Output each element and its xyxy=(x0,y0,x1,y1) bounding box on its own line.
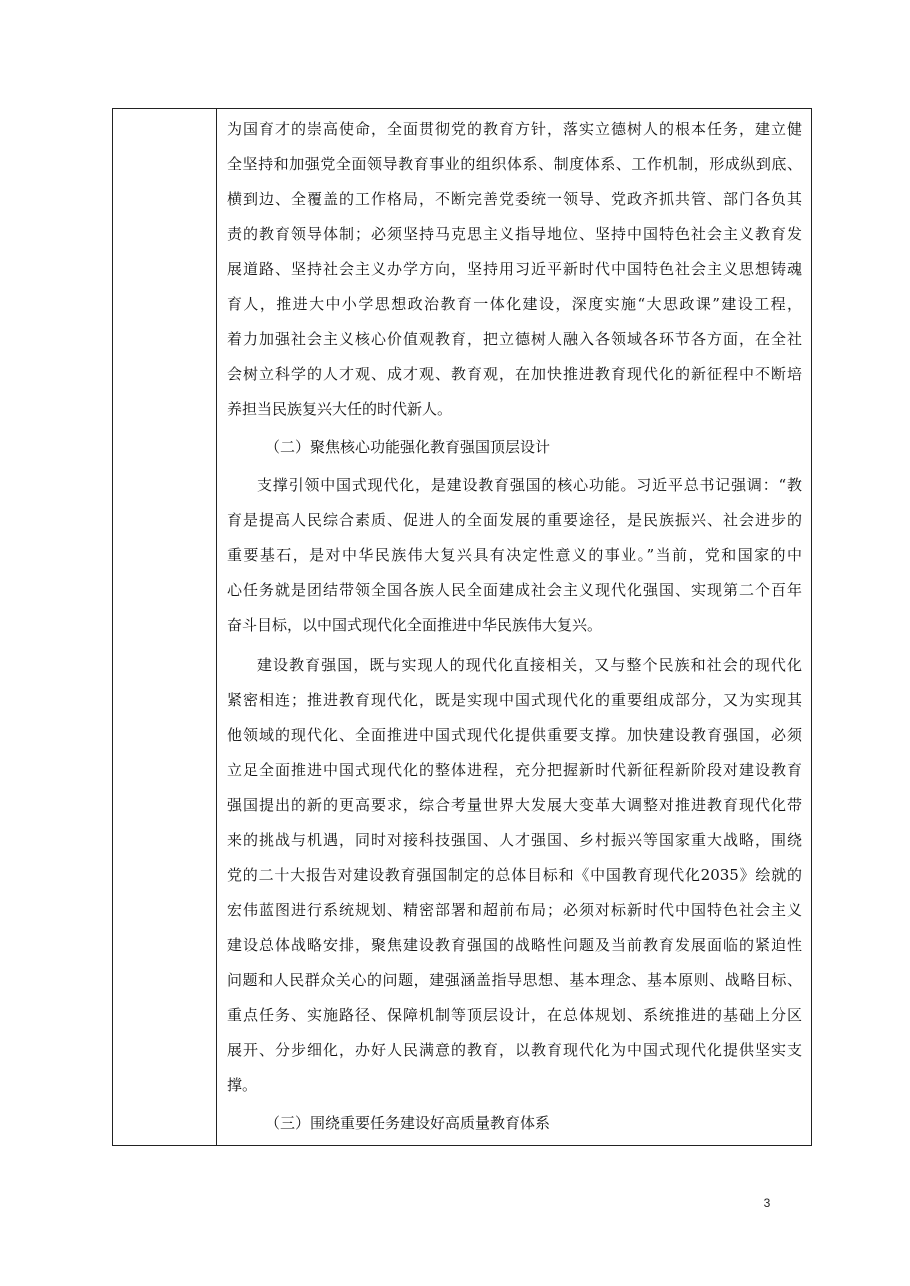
paragraph-4-line-11: 重点任务、实施路径、保障机制等顶层设计，在总体规划、系统推进的基础上分区 xyxy=(227,1006,802,1024)
paragraph-4-line-10: 问题和人民群众关心的问题，建强涵盖指导思想、基本理念、基本原则、战略目标、 xyxy=(227,971,802,989)
paragraph-1-line-5: 展道路、坚持社会主义办学方向，坚持用习近平新时代中国特色社会主义思想铸魂 xyxy=(227,260,802,278)
table-content-cell xyxy=(217,109,811,1145)
paragraph-1-line-4: 责的教育领导体制；必须坚持马克思主义指导地位、坚持中国特色社会主义教育发 xyxy=(227,225,802,243)
paragraph-4-line-3: 他领域的现代化、全面推进中国式现代化提供重要支撑。加快建设教育强国，必须 xyxy=(227,726,802,744)
paragraph-4-line-6: 来的挑战与机遇，同时对接科技强国、人才强国、乡村振兴等国家重大战略，围绕 xyxy=(227,831,802,849)
paragraph-1-line-9: 养担当民族复兴大任的时代新人。 xyxy=(227,400,453,418)
paragraph-1-line-2: 全坚持和加强党全面领导教育事业的组织体系、制度体系、工作机制，形成纵到底、 xyxy=(227,155,802,173)
paragraph-4-line-13: 撑。 xyxy=(227,1076,258,1094)
paragraph-4-line-7: 党的二十大报告对建设教育强国制定的总体目标和《中国教育现代化2035》绘就的 xyxy=(227,866,802,884)
page-number: 3 xyxy=(763,1196,771,1210)
section-heading-2: （二）聚焦核心功能强化教育强国顶层设计 xyxy=(265,438,551,456)
paragraph-4-line-2: 紧密相连；推进教育现代化，既是实现中国式现代化的重要组成部分，又为实现其 xyxy=(227,691,802,709)
document-table xyxy=(112,108,812,1146)
paragraph-3-line-2: 育是提高人民综合素质、促进人的全面发展的重要途径，是民族振兴、社会进步的 xyxy=(227,511,802,529)
paragraph-4-line-8: 宏伟蓝图进行系统规划、精密部署和超前布局；必须对标新时代中国特色社会主义 xyxy=(227,901,802,919)
paragraph-1-line-8: 会树立科学的人才观、成才观、教育观，在加快推进教育现代化的新征程中不断培 xyxy=(227,365,802,383)
paragraph-4-line-12: 展开、分步细化，办好人民满意的教育，以教育现代化为中国式现代化提供坚实支 xyxy=(227,1041,802,1059)
section-heading-3: （三）围绕重要任务建设好高质量教育体系 xyxy=(265,1114,551,1132)
paragraph-3-line-3: 重要基石，是对中华民族伟大复兴具有决定性意义的事业。”当前，党和国家的中 xyxy=(227,546,802,564)
paragraph-1-line-1: 为国育才的崇高使命，全面贯彻党的教育方针，落实立德树人的根本任务，建立健 xyxy=(227,120,802,138)
paragraph-1-line-3: 横到边、全覆盖的工作格局，不断完善党委统一领导、党政齐抓共管、部门各负其 xyxy=(227,190,802,208)
paragraph-3-line-4: 心任务就是团结带领全国各族人民全面建成社会主义现代化强国、实现第二个百年 xyxy=(227,581,802,599)
paragraph-3-line-5: 奋斗目标，以中国式现代化全面推进中华民族伟大复兴。 xyxy=(227,616,603,634)
paragraph-4-line-1: 建设教育强国，既与实现人的现代化直接相关，又与整个民族和社会的现代化 xyxy=(257,656,802,674)
paragraph-4-line-4: 立足全面推进中国式现代化的整体进程，充分把握新时代新征程新阶段对建设教育 xyxy=(227,761,802,779)
paragraph-1-line-6: 育人，推进大中小学思想政治教育一体化建设，深度实施“大思政课”建设工程， xyxy=(227,295,802,313)
paragraph-1-line-7: 着力加强社会主义核心价值观教育，把立德树人融入各领域各环节各方面，在全社 xyxy=(227,330,802,348)
paragraph-4-line-5: 强国提出的新的更高要求，综合考量世界大发展大变革大调整对推进教育现代化带 xyxy=(227,796,802,814)
paragraph-3-line-1: 支撑引领中国式现代化，是建设教育强国的核心功能。习近平总书记强调：“教 xyxy=(257,476,802,494)
table-left-cell xyxy=(113,109,217,1145)
paragraph-4-line-9: 建设总体战略安排，聚焦建设教育强国的战略性问题及当前教育发展面临的紧迫性 xyxy=(227,936,802,954)
